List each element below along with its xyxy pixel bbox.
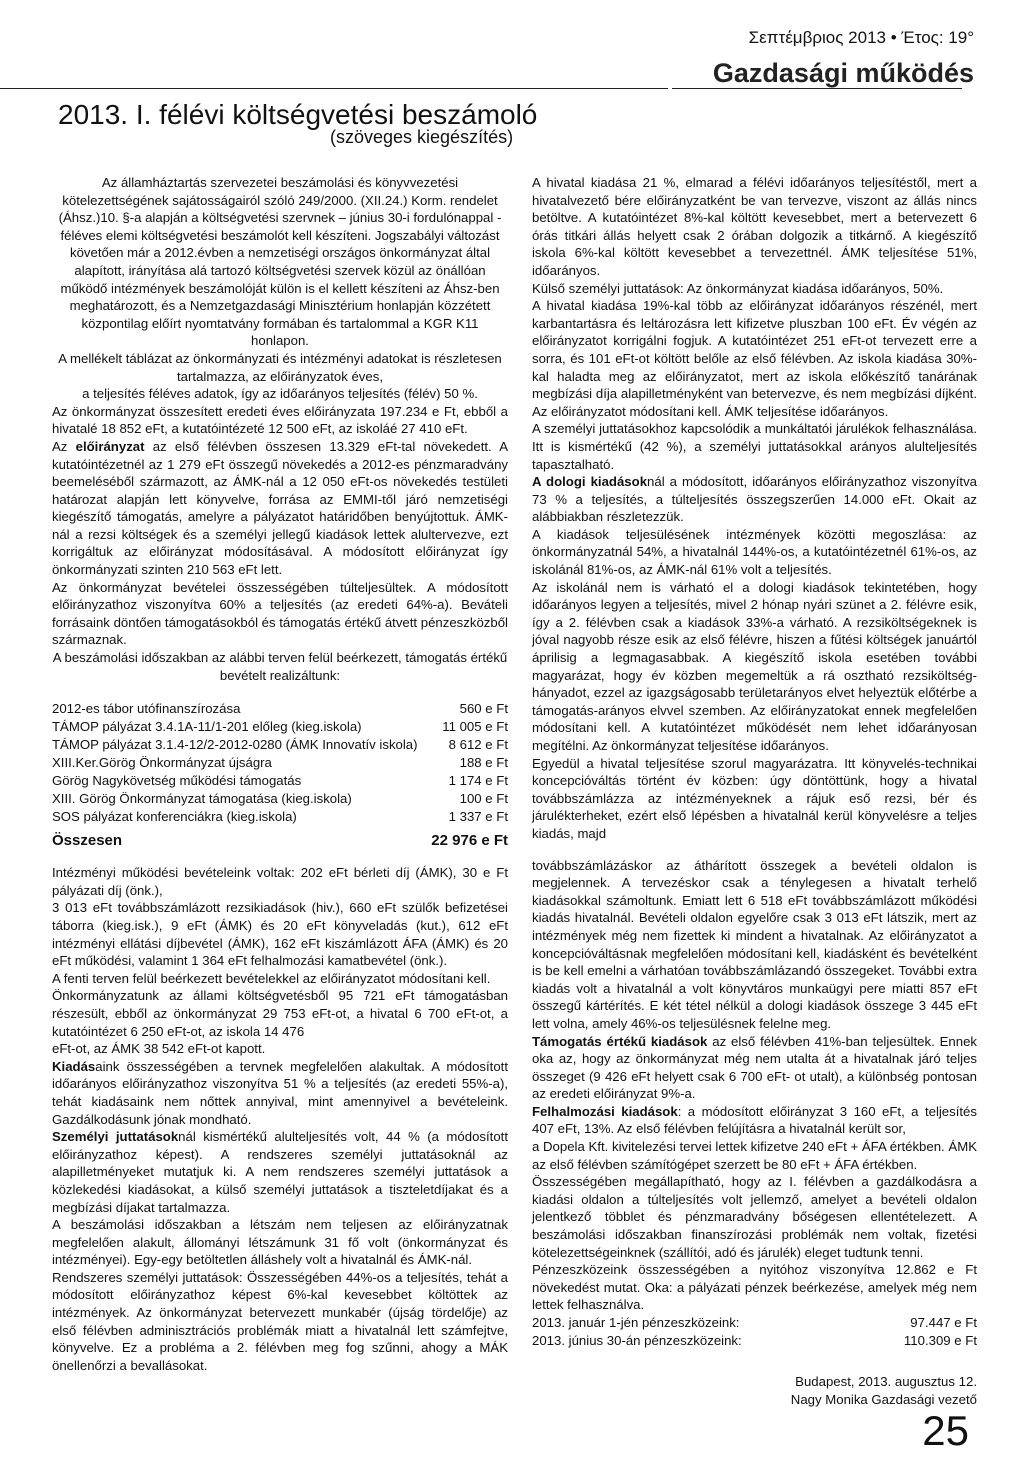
page-title: 2013. I. félévi költségvetési beszámoló <box>58 99 538 130</box>
funds-row <box>52 700 508 718</box>
capital-expenses-cont: a Dopela Kft. kivitelezési tervei lettek kifizetve 240 eFt + ÁFA értékben. ÁMK az első félévben számítógépet szerzett be 80 eFt + ÁFA értékben. <box>532 1139 977 1172</box>
material-expenses: A dologi kiadásoknál a módosított, időarányos előirányzathoz viszonyítva 73 % a teljesítés, a túlteljesítés összegszerűen 14.000 eFt. Okait az alábbiakban részletezzük. <box>532 474 977 525</box>
funds-row <box>52 790 508 808</box>
page-subtitle: (szöveges kiegészítés) <box>330 127 514 147</box>
summary-paragraph: Összességében megállapítható, hogy az I. félévben a gazdálkodásra a kiadási oldalon a túlteljesítés volt jellemző, amelyet a bevételi oldalon jelentkező többlet és pénzmaradvány bőségesen ellentételezett. A beszámolási időszakban finanszírozási problémák nem voltak, fizetési kötelezettségeinknek (szállítói, adó és járulék) eleget tudtunk tenni. <box>532 1174 977 1260</box>
funds-row-label: XIII.Ker.Görög Önkormányzat újságra <box>52 755 272 771</box>
contributions-paragraph: A személyi juttatásokhoz kapcsolódik a munkáltatói járulékok felhasználása. Itt is kismértékű (42 %), a személyi juttatásokkal arányos alulteljesítés tapasztalható. <box>532 421 977 472</box>
state-support-cont: eFt-ot, az ÁMK 38 542 eFt-ot kapott. <box>52 1041 266 1057</box>
funds-table <box>52 700 508 850</box>
funds-row <box>52 772 508 790</box>
cash-row-amount: 110.309 e Ft <box>903 1332 977 1348</box>
funds-row-label: SOS pályázat konferenciákra (kieg.iskola) <box>52 809 297 825</box>
cash-row-label: 2013. január 1-jén pénzeszközeink: <box>532 1315 740 1330</box>
signature-place-date: Budapest, 2013. augusztus 12. <box>795 1374 977 1390</box>
table-note: A mellékelt táblázat az önkormányzati és intézményi adatokat is részletesen tartalmazza, az előirányzatok éves, <box>58 350 502 384</box>
support-expenses: Támogatás értékű kiadások az első félévben 41%-ban teljesültek. Ennek oka az, hogy az önkormányzat még nem utalta át a hivatalnak járó teljes összeget (9 426 eFt helyett csak 6 700 eFt- ot utalt), a különbség pontosan az eredeti előirányzat 9%-a. <box>532 1033 977 1102</box>
headcount-paragraph: A beszámolási időszakban a létszám nem teljesen az előirányzatnak megfelelően alakult, állományi létszámunk 31 fő volt (önkormányzat és intézményei). Egy-egy betöltetlen álláshely volt a hivatalnál és ÁMK-nál. <box>52 1217 508 1268</box>
office-explanation: Egyedül a hivatal teljesítése szorul magyarázatra. Itt könyvelés-technikai koncepcióváltás történt év közben: úgy döntöttünk, hogy a hivatal továbbszámlázza az intézményeknek a rájuk eső rezsi, bér és járulékterheket, ezért első lépésben a hivatalnál kerül könyvelésre a teljes kiadás, majd <box>532 755 977 841</box>
cash-table <box>532 1314 977 1349</box>
signature-name: Nagy Monika Gazdasági vezető <box>790 1392 977 1408</box>
funds-row-amount: 1 174 e Ft <box>448 773 508 789</box>
funds-row-amount: 1 337 e Ft <box>448 809 508 825</box>
cash-row-label: 2013. június 30-án pénzeszközeink: <box>532 1332 742 1348</box>
funds-row <box>52 808 508 826</box>
funds-total-row <box>52 826 508 850</box>
issue-date: Σεπτέμβριος 2013 • Έτος: 19° <box>748 28 974 47</box>
funds-row <box>52 718 508 736</box>
state-support: Önkormányzatunk az állami költségvetésből 95 721 eFt támogatásban részesült, ebből az önkormányzat 29 753 eFt-ot, a hivatal 6 700 eFt-ot, a kutatóintézet 6 250 eFt-ot, az iskola 14 476 <box>52 988 508 1039</box>
revenue-paragraph: Az önkormányzat bevételei összességében túlteljesültek. A módosított előirányzathoz viszonyítva 60% a teljesítés (az eredeti 64%-a). Beváteli forrásaink döntően támogatásokból és támogatás értékű átvett pénzeszközből származnak. <box>52 579 508 648</box>
funds-row-label: 2012-es tábor utófinanszírozása <box>52 701 241 717</box>
right-column <box>532 174 977 1409</box>
funds-row <box>52 754 508 772</box>
funds-total-label: Összesen <box>52 832 123 850</box>
modify-note: A fenti terven felül beérkezett bevételekkel az előirányzatot módosítani kell. <box>52 970 491 986</box>
funds-row-label: Görög Nagykövetség működési támogatás <box>52 773 302 789</box>
funds-row-label: TÁMOP pályázat 3.4.1A-11/1-201 előleg (kieg.iskola) <box>52 719 362 735</box>
performance-note: a teljesítés féléves adatok, így az időarányos teljesítés (félév) 50 %. <box>82 386 478 402</box>
extra-revenue-intro: A beszámolási időszakban az alábbi terven felül beérkezett, támogatás értékű bevételt realizáltunk: <box>52 650 508 683</box>
funds-total-amount: 22 976 e Ft <box>431 832 508 850</box>
budget-paragraph: Az önkormányzat összesített eredeti éves előirányzata 197.234 e Ft, ebből a hivatalé 18 852 eFt, a kutatóintézeté 12 500 eFt, az iskoláé 27 410 eFt. <box>52 403 508 437</box>
school-paragraph: Az iskolánál nem is várható el a dologi kiadások tekintetében, hogy időarányos legyen a teljesítés, mivel 2 hónap nyári szünet a 2. félévre esik, így a 2. félévben csak a kiadások 33%-a várható. A rezsiköltségeknek is jóval nagyobb része esik az első félévre, hiszen a fűtési költségek januártól áprilisig a legmagasabbak. A kiegészítő iskola esetében további magyarázat, hogy év közben megemeltük a rá osztható rezsiköltség-hányadot, ezzel az igazgságosabb területarányos elvet helyeztük előtérbe a támogatás-arányos elvvel szemben. Az előirányzatokat ennek megfelelően módosítani kell. A kutatóintézet működését nem lehet időarányosan megítélni. Az önkormányzat teljesítése időarányos. <box>532 579 977 753</box>
personnel-paragraph: Személyi juttatásoknál kismértékű alulteljesítés volt, 44 % (a módosított előirányzathoz képest). A rendszeres személyi juttatásoknál az alapilletményeket mutatjuk ki. A nem rendszeres személyi juttatások a közlekedési kiadásokat, a külső személyi juttatások a tiszteletdíjakat és a megbízási díjakat tartalmazza. <box>52 1129 508 1215</box>
funds-row-amount: 11 005 e Ft <box>442 719 508 735</box>
institutional-revenue: Intézményi működési bevételeink voltak: 202 eFt bérleti díj (ÁMK), 30 e Ft pályázati díj (önk.), <box>52 865 508 898</box>
external-personnel: Külső személyi juttatások: Az önkormányzat kiadása időarányos, 50%. <box>532 280 944 296</box>
funds-row-amount: 560 e Ft <box>459 701 508 717</box>
appropriation-paragraph: Az előirányzat az első félévben összesen 13.329 eFt-tal növekedett. A kutatóintézetnél az 1 279 eFt összegű növekedés a 2012-es pénzmaradvány beemeléséből származott, az ÁMK-nál a 12 050 eFt-os növekedés testületi határozat alapján lett könyvelve, forrása az EMMI-től járó nemzetiségi kiegészítő támogatás, amelyre a pályázatot határidőben benyújtottuk. ÁMK-nál a rezsi költségek és a személyi jellegű kiadások lettek alultervezve, ezt korrigáltuk az előirányzat módosításával. A módosított előirányzat így önkormányzati szinten 210 563 eFt lett. <box>52 438 508 578</box>
funds-row-amount: 8 612 e Ft <box>448 737 508 753</box>
regular-pay-paragraph: Rendszeres személyi juttatások: Összességében 44%-os a teljesítés, tehát a módosított előirányzathoz képest 6%-kal kevesebbet költöttek az intézmények. Az önkormányzat betervezett munkabér (újság tördelője) az első félévben adminisztrációs problémák miatt a hivatalnál lett számfejtve, könyvelve. Ez a probléma a 2. félévben meg fog szűnni, ahogy a MÁK önellenőrzi a bevallásokat. <box>52 1269 508 1373</box>
office-spending: A hivatal kiadása 21 %, elmarad a félévi időarányos teljesítéstől, mert a hivatalvezető bére előirányzatként be van tervezve, viszont az állás nincs betöltve. A kutatóintézet 8%-kal költött kevesebbet, mert a betervezett 6 órás titkári állás helyett csak 2 órában dolgozik a titkárnő. A kiegészítő iskola 6%-kal költött kevesebbet a tervezettnél. ÁMK teljesítése 51%, időarányos. <box>532 175 977 278</box>
cash-paragraph: Pénzeszközeink összességében a nyitóhoz viszonyítva 12.862 e Ft növekedést mutat. Oka: a pályázati pénzek beérkezése, amelyek még nem lettek felhasználva. <box>532 1262 977 1313</box>
funds-row-label: TÁMOP pályázat 3.1.4-12/2-2012-0280 (ÁMK Innovatív iskola) <box>52 737 418 753</box>
rebilled-revenue: 3 013 eFt továbbszámlázott rezsikiadások (hiv.), 660 eFt szülők befizetései táborra (kieg.isk.), 9 eFt (ÁMK) és 20 eFt könyveladás (kut.), 612 eFt intézményi ellátási díjbevétel (ÁMK), 162 eFt kiszámlázott ÁFA (ÁMK) és 20 eFt működési, valamint 1 364 eFt felhalmozási kamatbevétel (önk.). <box>52 900 508 969</box>
funds-row <box>52 736 508 754</box>
signature-block <box>532 1373 977 1409</box>
funds-row-amount: 188 e Ft <box>459 755 508 771</box>
section-title: Gazdasági működés <box>712 58 974 88</box>
rebilling-paragraph: továbbszámlázáskor az áthárított összegek a bevételi oldalon is megjelennek. A tervezéskor csak a ténylegesen a hivatalt terhelő kiadásokkal számoltunk. Emiatt lett 6 518 eFt továbbszámlázott működési kiadás hivatalnál. Bevételi oldalon egyelőre csak 3 013 eFt látszik, mert az intézmények még nem fizettek ki mindent a hivatalnak. Az előirányzatot a koncepcióváltásnak megfelelően módosítani kell, kiadásként és bevételként is be kell emelni a várhatóan továbbszámlázandó összegeket. További extra kiadás volt a hivatalnál a volt könyvtáros munkaügyi pere miatti 857 eFt összegű kártérítés. E két tétel nélkül a dologi kiadások összege 3 445 eFt lett volna, amely 46%-os teljesülésnek felelne meg. <box>532 857 977 1031</box>
cash-row <box>532 1332 977 1350</box>
distribution-paragraph: A kiadások teljesülésének intézmények közötti megoszlása: az önkormányzatnál 54%, a hivatalnál 144%-os, a kutatóintézetnél 61%-os, az iskolánál 81%-os, az ÁMK-nál 61% volt a teljesítés. <box>532 526 977 578</box>
cash-row-amount: 97.447 e Ft <box>910 1315 977 1330</box>
page-number: 25 <box>922 1407 969 1454</box>
left-column <box>52 174 508 1374</box>
capital-expenses: Felhalmozási kiadások: a módosított előirányzat 3 160 eFt, a teljesítés 407 eFt, 13%. Az első félévben felújításra a hivatalnál került sor, <box>532 1103 977 1137</box>
funds-row-label: XIII. Görög Önkormányzat támogatása (kieg.iskola) <box>52 791 352 807</box>
cash-row <box>532 1314 977 1332</box>
funds-row-amount: 100 e Ft <box>459 791 508 807</box>
header-rule-left <box>0 88 668 89</box>
office-spending-2: A hivatal kiadása 19%-kal több az előirányzat időarányos részénél, mert karbantartásra és leltározásra lett kifizetve pluszban 100 eFt. Év végén az előirányzatot korrigálni fogjuk. A kutatóintézet 251 eFt-ot tervezett erre a sorra, és 101 eFt-ot költött belőle az első félévben. Az iskola kiadása 30%-kal haladta meg az előirányzatot, mert az iskola előkészítő tanárának megbízási díja alapilletményként van betervezve, és nem megbízási díjként. Az előirányzatot módosítani kell. ÁMK teljesítése időarányos. <box>532 298 977 419</box>
expenditure-paragraph: Kiadásaink összességében a tervnek megfelelően alakultak. A módosított időarányos előirányzathoz viszonyítva 51 % a teljesítés (az eredeti 55%-a), tehát kiadásaink nem nőttek annyival, mint amennyivel a bevételeink. Gazdálkodásunk jónak mondható. <box>52 1058 508 1127</box>
intro-paragraph: Az államháztartás szervezetei beszámolási és könyvvezetési kötelezettségének sajátosságairól szóló 249/2000. (XII.24.) Korm. rendelet (Áhsz.)10. §-a alapján a költségvetési szervnek – június 30-i fordulónappal - féléves elemi költségvetési beszámolót kell készíteni. Jogszabályi változást követően már a 2012.évben a nemzetiségi országos önkormányzat által alapított, irányítása alá tartozó költségvetési szervek közül az önállóan működő intézmények beszámolóját külön is el kellett készíteni az Áhsz-ben meghatározott, és a Nemzetgazdasági Minisztérium honlapján közzétett központilag előírt nyomtatvány formában és tartalommal a KGR K11 honlapon. <box>58 175 502 349</box>
